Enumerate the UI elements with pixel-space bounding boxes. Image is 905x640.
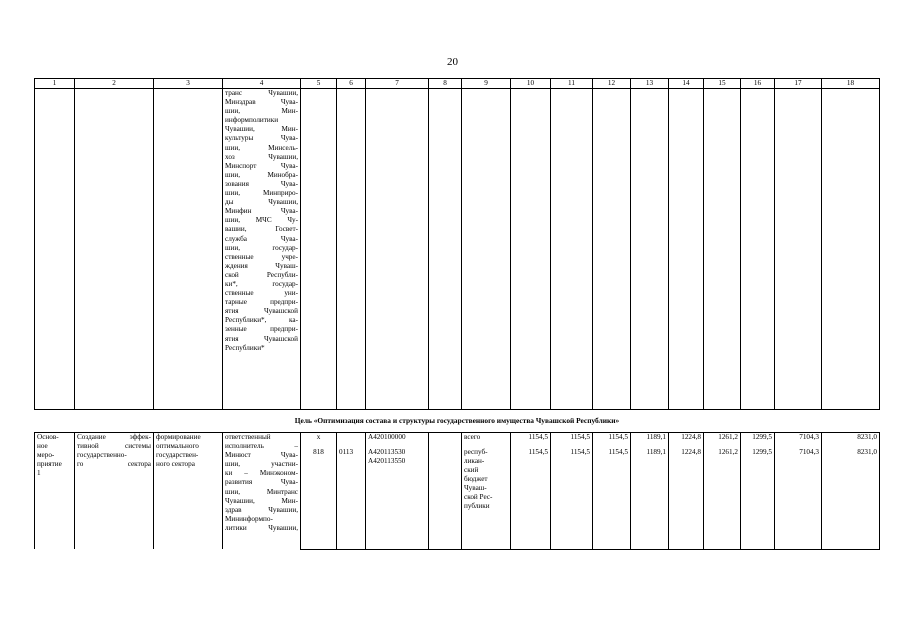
budget-col6: 0113 — [337, 448, 366, 549]
total-source: всего — [462, 433, 511, 448]
cell-col3 — [154, 89, 223, 410]
header-row — [35, 79, 880, 89]
column-number: 16 — [741, 79, 775, 89]
total-col6 — [337, 433, 366, 448]
text-line: Минспорт Чува- — [225, 161, 298, 170]
text-line: шии, участни- — [225, 460, 298, 469]
text-line: ственные учре- — [225, 252, 298, 261]
text-line: Минздрав Чува- — [225, 98, 298, 107]
budget-val-2019: 1154,5 — [511, 448, 551, 549]
cell-col18 — [822, 89, 880, 410]
cell-col10 — [511, 89, 551, 410]
total-val-2026-2030: 7104,3 — [775, 433, 822, 448]
text-line: ской Рес- — [464, 493, 493, 502]
measure-goal — [154, 433, 223, 550]
goal-title: Цель «Оптимизация состава и структуры государственного имущества Чувашской Республики» — [294, 416, 620, 426]
text-line: развития Чува- — [225, 478, 298, 487]
budget-val-2026-2030: 7104,3 — [775, 448, 822, 549]
column-number: 15 — [704, 79, 741, 89]
text-line: государственно- — [77, 451, 127, 460]
text-line: ятия Чувашской — [225, 334, 298, 343]
text-line: го сектора — [77, 460, 151, 469]
text-line: Создание эффек- — [77, 433, 151, 441]
text-line: государствен- — [156, 451, 199, 460]
cell-col11 — [551, 89, 593, 410]
total-val-2021: 1154,5 — [593, 433, 631, 448]
continuation-row — [35, 89, 880, 410]
text-line: ждения Чуваш- — [225, 261, 298, 270]
cell-col9 — [462, 89, 511, 410]
program-table — [34, 78, 880, 550]
text-line: ятия Чувашской — [225, 307, 298, 316]
text-line: тивной системы — [77, 442, 151, 451]
text-line: шии, Минприро- — [225, 189, 298, 198]
text-line: Основ- — [37, 433, 59, 441]
page-number: 20 — [447, 56, 458, 68]
budget-val-2031-2035: 8231,0 — [822, 448, 880, 549]
total-val-2025: 1299,5 — [741, 433, 775, 448]
text-line: ного сектора — [156, 460, 195, 469]
budget-val-2024: 1261,2 — [704, 448, 741, 549]
text-line: исполнитель – — [225, 442, 298, 451]
text-line: ды Чувашии, — [225, 198, 298, 207]
cell-col1 — [35, 89, 75, 410]
text-line: шии, Мин- — [225, 107, 298, 116]
total-val-2031-2035: 8231,0 — [822, 433, 880, 448]
text-line: зования Чува- — [225, 179, 298, 188]
text-line: ное — [37, 442, 48, 451]
column-number: 1 — [35, 79, 75, 89]
text-line: ственные уни- — [225, 289, 298, 298]
column-number: 18 — [822, 79, 880, 89]
cell-col14 — [669, 89, 704, 410]
column-number: 10 — [511, 79, 551, 89]
cell-col5 — [301, 89, 337, 410]
column-number: 8 — [429, 79, 462, 89]
text-line: A420113530 — [368, 447, 406, 456]
text-line: бюджет — [464, 474, 488, 483]
total-val-2019: 1154,5 — [511, 433, 551, 448]
column-number: 14 — [669, 79, 704, 89]
budget-source — [462, 448, 511, 549]
budget-col8 — [429, 448, 462, 549]
measure-name — [75, 433, 154, 550]
budget-val-2022: 1189,1 — [631, 448, 669, 549]
text-line: меро- — [37, 451, 55, 460]
column-number: 12 — [593, 79, 631, 89]
text-line: вашии, Госвет- — [225, 225, 298, 234]
text-line: Чувашии, Мин- — [225, 496, 298, 505]
text-line: ки*, государ- — [225, 279, 298, 288]
goal-row — [35, 410, 880, 433]
text-line: 1 — [37, 469, 41, 478]
text-line: респуб- — [464, 447, 488, 456]
text-line: зенные предпри- — [225, 325, 298, 334]
cell-col7 — [366, 89, 429, 410]
text-line: транс Чувашии, — [225, 89, 298, 97]
cell-col2 — [75, 89, 154, 410]
measure-type — [35, 433, 75, 550]
cell-col16 — [741, 89, 775, 410]
measure-row-total — [35, 433, 880, 448]
cell-col4-responsible — [223, 89, 301, 410]
text-line: шии, МЧС Чу- — [225, 216, 298, 225]
text-line: шии, Минобра- — [225, 170, 298, 179]
text-line: информполитики — [225, 116, 279, 125]
text-line: служба Чува- — [225, 234, 298, 243]
cell-col8 — [429, 89, 462, 410]
total-val-2023: 1224,8 — [669, 433, 704, 448]
budget-val-2025: 1299,5 — [741, 448, 775, 549]
text-line: здрав Чувашии, — [225, 505, 298, 514]
column-number: 13 — [631, 79, 669, 89]
text-line: публики — [464, 502, 490, 511]
budget-col7 — [366, 448, 429, 549]
cell-col15 — [704, 89, 741, 410]
text-line: приятие — [37, 460, 62, 469]
column-number: 5 — [301, 79, 337, 89]
column-number: 17 — [775, 79, 822, 89]
column-number: 9 — [462, 79, 511, 89]
total-val-2024: 1261,2 — [704, 433, 741, 448]
budget-val-2020: 1154,5 — [551, 448, 593, 549]
total-col5: x — [301, 433, 337, 448]
text-line: Республики*, ка- — [225, 316, 298, 325]
column-number: 2 — [75, 79, 154, 89]
text-line: Республики* — [225, 343, 265, 352]
budget-col5: 818 — [301, 448, 337, 549]
total-val-2022: 1189,1 — [631, 433, 669, 448]
column-number: 4 — [223, 79, 301, 89]
column-number: 3 — [154, 79, 223, 89]
text-line: формирование — [156, 433, 201, 441]
text-line: оптимального — [156, 442, 199, 451]
column-number: 7 — [366, 79, 429, 89]
text-line: ответственный — [225, 433, 271, 441]
cell-col6 — [337, 89, 366, 410]
column-number: 11 — [551, 79, 593, 89]
budget-val-2021: 1154,5 — [593, 448, 631, 549]
text-line: Чувашии, Мин- — [225, 125, 298, 134]
text-line: ский — [464, 465, 479, 474]
text-line: ской Республи- — [225, 270, 298, 279]
text-line: шии, Минсель- — [225, 143, 298, 152]
text-line: Минфин Чува- — [225, 207, 298, 216]
text-line: тарные предпри- — [225, 298, 298, 307]
text-line: литики Чувашии, — [225, 523, 298, 532]
text-line: Чуваш- — [464, 484, 487, 493]
total-col7: A420100000 — [366, 433, 429, 448]
text-line: шии, государ- — [225, 243, 298, 252]
text-line: ки – Минэконом- — [225, 469, 298, 478]
text-line: ликан- — [464, 456, 485, 465]
text-line: хоз Чувашии, — [225, 152, 298, 161]
text-line: культуры Чува- — [225, 134, 298, 143]
cell-col17 — [775, 89, 822, 410]
budget-val-2023: 1224,8 — [669, 448, 704, 549]
text-line: A420113550 — [368, 456, 406, 465]
text-line: Мининформпо- — [225, 514, 273, 523]
total-col8 — [429, 433, 462, 448]
text-line: Минюст Чува- — [225, 451, 298, 460]
cell-col13 — [631, 89, 669, 410]
text-line: шии, Минтранс — [225, 487, 298, 496]
measure-responsible — [223, 433, 301, 550]
column-number: 6 — [337, 79, 366, 89]
total-val-2020: 1154,5 — [551, 433, 593, 448]
cell-col12 — [593, 89, 631, 410]
